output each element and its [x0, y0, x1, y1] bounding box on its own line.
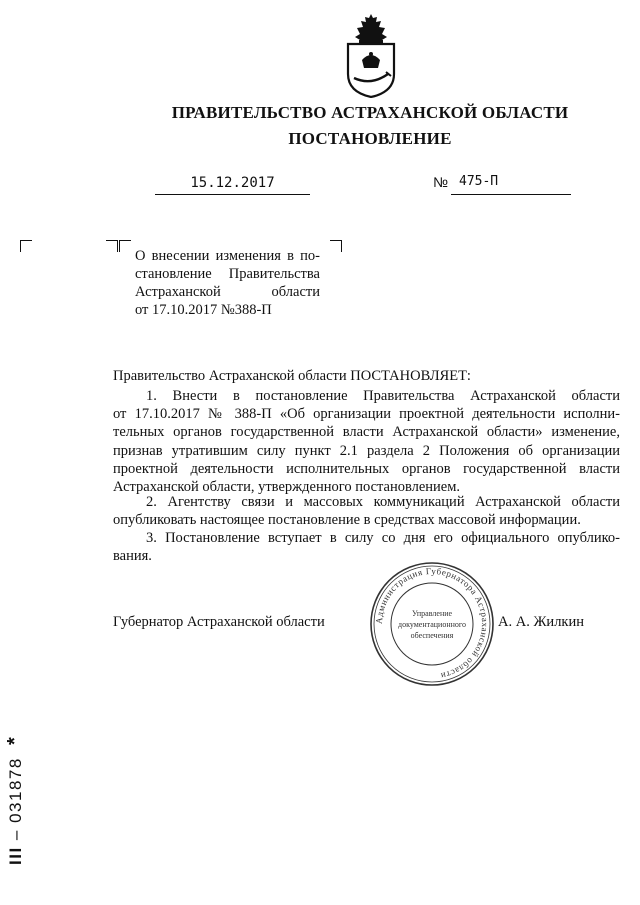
serial-prefix: III: [6, 846, 25, 865]
clause-1: [113, 387, 620, 496]
clause-line: проектной деятельности исполнительных органов государственной власти: [113, 460, 620, 477]
clause-3: [113, 529, 620, 565]
stamp-outer-text: Администрация Губернатора Астраханской области: [373, 565, 491, 682]
form-serial-number: [4, 736, 27, 865]
serial-star: *: [4, 735, 26, 745]
clause-line: 2. Агентству связи и массовых коммуникаций Астраханской области: [146, 494, 620, 510]
clause-line: тельных органов государственной власти Астраханской области» изменение,: [113, 424, 620, 441]
clause-line: опубликовать настоящее постановление в средствах массовой информации.: [113, 512, 581, 529]
subject-line: Астраханской области: [135, 284, 320, 300]
clause-line: от 17.10.2017 № 388-П «Об организации проектной деятельности исполни-: [113, 406, 620, 423]
document-date-field: [155, 174, 310, 195]
signatory-name: А. А. Жилкин: [498, 614, 584, 630]
document-subject: [135, 247, 320, 319]
official-stamp: [368, 560, 496, 688]
corner-mark: [106, 240, 118, 252]
corner-mark: [330, 240, 342, 252]
clause-line: признав утратившим силу пункт 2.1 раздела 2 Положения об организации: [113, 442, 620, 459]
clause-2: [113, 493, 620, 529]
document-number-label: №: [433, 174, 449, 190]
clause-line: Астраханской области, утвержденного постановлением.: [113, 479, 461, 496]
preamble: Правительство Астраханской области ПОСТАНОВЛЯЕТ:: [113, 368, 471, 384]
corner-mark: [119, 240, 131, 252]
document-type-title: ПОСТАНОВЛЕНИЕ: [288, 129, 452, 148]
signatory-title: Губернатор Астраханской области: [113, 614, 325, 630]
stamp-inner-line: обеспечения: [410, 631, 454, 640]
clause-line: 3. Постановление вступает в силу со дня его официального опублико-: [146, 530, 620, 546]
document-number-field: [451, 174, 571, 195]
clause-line: вания.: [113, 548, 152, 565]
document-date: 15.12.2017: [190, 175, 275, 191]
corner-mark: [20, 240, 32, 252]
serial-number: – 031878: [6, 757, 25, 841]
stamp-inner-line: документационного: [398, 620, 466, 629]
subject-line: О внесении изменения в по-: [135, 248, 320, 264]
subject-line: от 17.10.2017 №388-П: [135, 302, 272, 318]
stamp-inner-line: Управление: [411, 609, 453, 618]
document-number: 475-П: [459, 174, 499, 189]
coat-of-arms-emblem: [342, 12, 400, 98]
subject-line: становление Правительства: [135, 266, 320, 282]
organization-title: ПРАВИТЕЛЬСТВО АСТРАХАНСКОЙ ОБЛАСТИ: [171, 103, 569, 122]
clause-line: 1. Внести в постановление Правительства Астраханской области: [146, 388, 620, 404]
